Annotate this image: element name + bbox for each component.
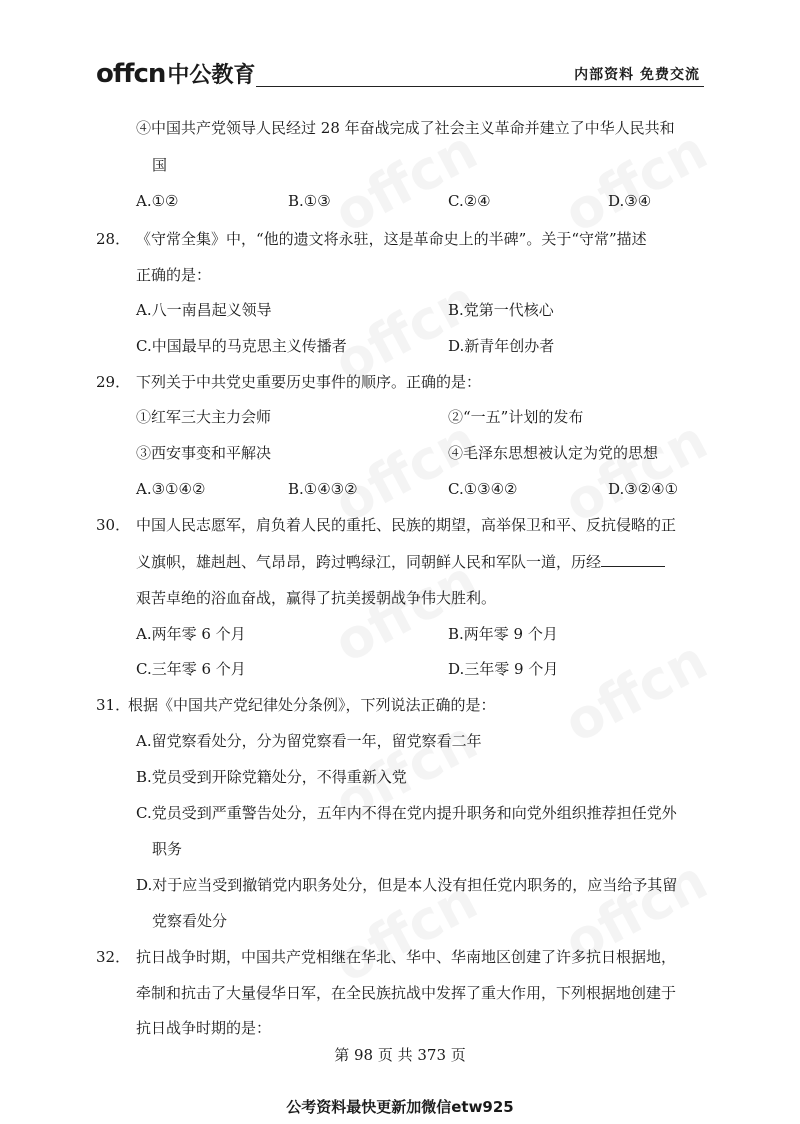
q32-stem-line1: 抗日战争时期，中国共产党相继在华北、华中、华南地区创建了许多抗日根据地， (136, 948, 677, 966)
q28-option-b: B.党第一代核心 (448, 301, 554, 319)
q29-item-3: ③西安事变和平解决 (136, 444, 272, 462)
watermark (554, 628, 717, 755)
page-number: 第 98 页 共 373 页 (334, 1046, 466, 1064)
q31-stem: 根据《中国共产党纪律处分条例》，下列说法正确的是： (128, 696, 496, 714)
q28-option-a: A.八一南昌起义领导 (136, 301, 272, 319)
q29-number: 29． (96, 373, 131, 391)
footer-note: 公考资料最快更新加微信etw925 (286, 1098, 514, 1116)
q30-answer-blank (601, 552, 665, 567)
q27-option-4-line1: ④中国共产党领导人民经过 28 年奋战完成了社会主义革命并建立了中华人民共和 (136, 119, 675, 137)
q30-number: 30． (96, 516, 131, 534)
q29-choice-d: D.③②④① (608, 480, 679, 498)
q31-number: 31． (96, 696, 131, 714)
q28-stem-line1: 《守常全集》中，“他的遗文将永驻，这是革命史上的半碑”。关于“守常”描述 (136, 230, 647, 248)
q27-choice-c: C.②④ (448, 192, 491, 210)
q30-option-c: C.三年零 6 个月 (136, 660, 246, 678)
q30-stem-line2-wrap (136, 552, 665, 572)
q28-stem-line2: 正确的是： (136, 266, 212, 284)
logo-latin-text: offcn (96, 59, 166, 89)
q27-option-4-line2: 国 (152, 156, 168, 174)
header-right-text: 内部资料 免费交流 (574, 67, 700, 83)
q32-number: 32． (96, 948, 131, 966)
q30-stem-line3: 艰苦卓绝的浴血奋战，赢得了抗美援朝战争伟大胜利。 (136, 589, 497, 607)
q31-option-b: B.党员受到开除党籍处分，不得重新入党 (136, 768, 407, 786)
q27-choice-a: A.①② (136, 192, 179, 210)
offcn-logo (96, 58, 255, 89)
q30-option-d: D.三年零 9 个月 (448, 660, 559, 678)
header-rule (256, 86, 704, 87)
logo-chinese-text: 中公教育 (167, 63, 256, 88)
q30-option-b: B.两年零 9 个月 (448, 625, 558, 643)
q29-item-4: ④毛泽东思想被认定为党的思想 (448, 444, 659, 462)
q28-number: 28． (96, 230, 131, 248)
q31-option-c-line2: 职务 (152, 840, 183, 858)
q32-stem-line2: 牵制和抗击了大量侵华日军，在全民族抗战中发挥了重大作用，下列根据地创建于 (136, 984, 677, 1002)
q31-option-d-line1: D.对于应当受到撤销党内职务处分，但是本人没有担任党内职务的，应当给予其留 (136, 876, 678, 894)
q29-choice-c: C.①③④② (448, 480, 518, 498)
q31-option-d-line2: 党察看处分 (152, 912, 228, 930)
q27-choice-d: D.③④ (608, 192, 652, 210)
q31-option-a: A.留党察看处分，分为留党察看一年，留党察看二年 (136, 732, 482, 750)
q29-stem: 下列关于中共党史重要历史事件的顺序。正确的是： (136, 373, 482, 391)
q30-stem-line1: 中国人民志愿军，肩负着人民的重托、民族的期望，高举保卫和平、反抗侵略的正 (136, 516, 677, 534)
q28-option-d: D.新青年创办者 (448, 337, 555, 355)
q29-choice-a: A.③①④② (136, 480, 206, 498)
page-header (96, 56, 704, 92)
q28-option-c: C.中国最早的马克思主义传播者 (136, 337, 347, 355)
q30-stem-line2: 义旗帜，雄赳赳、气昂昂，跨过鸭绿江，同朝鲜人民和军队一道，历经 (136, 553, 602, 571)
q29-item-1: ①红军三大主力会师 (136, 408, 272, 426)
q31-option-c-line1: C.党员受到严重警告处分，五年内不得在党内提升职务和向党外组织推荐担任党外 (136, 804, 677, 822)
q32-stem-line3: 抗日战争时期的是： (136, 1019, 272, 1037)
q27-choice-b: B.①③ (288, 192, 331, 210)
q29-item-2: ②“一五”计划的发布 (448, 408, 584, 426)
q29-choice-b: B.①④③② (288, 480, 358, 498)
q30-option-a: A.两年零 6 个月 (136, 625, 246, 643)
